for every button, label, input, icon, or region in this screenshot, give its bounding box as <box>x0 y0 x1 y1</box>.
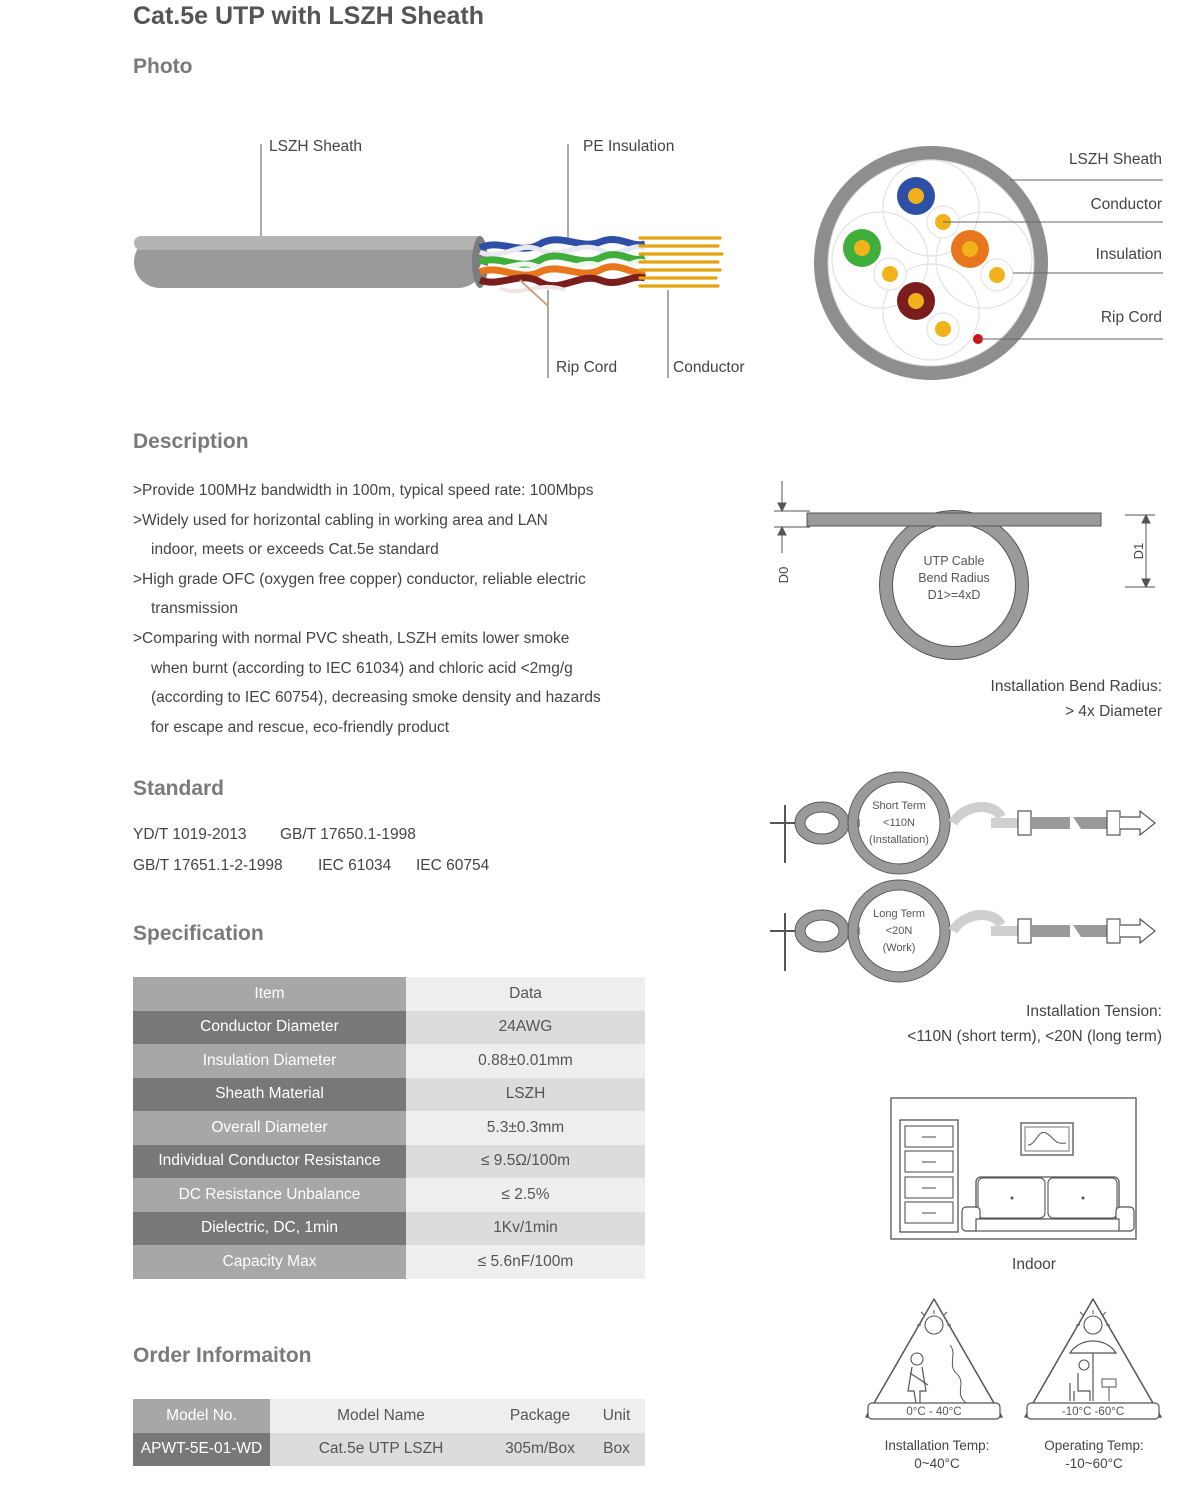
operate-temp-caption <box>1019 1437 1169 1473</box>
model-no: APWT-5E-01-WD <box>133 1433 270 1467</box>
page-title: Cat.5e UTP with LSZH Sheath <box>133 2 484 30</box>
description-item: >Comparing with normal PVC sheath, LSZH emits lower smoke <box>133 629 570 647</box>
bend-radius-diagram <box>760 475 1170 675</box>
description-item-cont: indoor, meets or exceeds Cat.5e standard <box>151 541 439 559</box>
bend-caption-title: Installation Bend Radius: <box>990 678 1162 695</box>
xsec-label-rip-cord: Rip Cord <box>1100 309 1162 326</box>
bend-inner-line: UTP Cable <box>923 554 985 568</box>
standard-item: GB/T 17651.1-2-1998 <box>133 857 283 874</box>
d0-label: D0 <box>776 566 791 584</box>
description-item-cont: for escape and rescue, eco-friendly product <box>151 718 450 736</box>
standard-item: IEC 61034 <box>318 857 392 874</box>
spec-value: ≤ 9.5Ω/100m <box>406 1145 645 1179</box>
spec-value: ≤ 5.6nF/100m <box>406 1245 645 1279</box>
spec-item: Conductor Diameter <box>133 1011 406 1045</box>
xsec-label-sheath: LSZH Sheath <box>1068 151 1162 168</box>
table-row <box>133 1078 645 1112</box>
order-table <box>133 1399 645 1466</box>
standard-item: IEC 60754 <box>416 857 490 874</box>
operate-temp-caption-title: Operating Temp: <box>1044 1438 1144 1453</box>
spec-value: 0.88±0.01mm <box>406 1044 645 1078</box>
order-heading: Order Informaiton <box>133 1344 312 1367</box>
bend-caption-value: > 4x Diameter <box>1065 703 1162 720</box>
long-term-line: Long Term <box>873 908 925 920</box>
description-heading: Description <box>133 430 249 453</box>
cable-label-conductor: Conductor <box>673 359 745 376</box>
cable-label-insulation: PE Insulation <box>583 138 675 155</box>
install-temp-caption <box>862 1437 1012 1473</box>
tension-caption-value: <110N (short term), <20N (long term) <box>907 1028 1162 1045</box>
table-row <box>133 1433 645 1467</box>
spec-value: 1Kv/1min <box>406 1212 645 1246</box>
d1-label: D1 <box>1131 542 1146 560</box>
installation-temp-icon <box>866 1299 1002 1419</box>
short-term-line: Short Term <box>872 800 926 812</box>
description-item-cont: transmission <box>151 600 238 618</box>
xsec-label-conductor: Conductor <box>1090 196 1162 213</box>
table-row <box>133 1145 645 1179</box>
cable-side-illustration <box>120 130 780 390</box>
table-header-row <box>133 977 645 1011</box>
specification-heading: Specification <box>133 922 264 945</box>
operate-temp-caption-value: -10~60°C <box>1065 1456 1123 1471</box>
install-temp-caption-title: Installation Temp: <box>884 1438 990 1453</box>
bend-inner-line: Bend Radius <box>918 571 990 585</box>
photo-heading: Photo <box>133 55 193 78</box>
tension-diagram <box>765 765 1165 990</box>
spec-item: Dielectric, DC, 1min <box>133 1212 406 1246</box>
header-model-no: Model No. <box>133 1399 270 1433</box>
standard-item: GB/T 17650.1-1998 <box>280 826 416 843</box>
description-item: >Widely used for horizontal cabling in working area and LAN <box>133 511 548 529</box>
install-temp-caption-value: 0~40°C <box>914 1456 960 1471</box>
indoor-room-icon <box>888 1095 1140 1245</box>
header-package: Package <box>492 1399 588 1433</box>
long-term-line: <20N <box>885 925 913 937</box>
cable-label-rip-cord: Rip Cord <box>556 359 618 376</box>
table-row <box>133 1212 645 1246</box>
table-row <box>133 1044 645 1078</box>
table-row <box>133 1111 645 1145</box>
unit: Box <box>588 1433 645 1467</box>
standard-item: YD/T 1019-2013 <box>133 826 247 843</box>
description-item-cont: when burnt (according to IEC 61034) and chloric acid <2mg/g <box>151 659 573 677</box>
description-list <box>133 476 645 742</box>
spec-value: 5.3±0.3mm <box>406 1111 645 1145</box>
short-term-line: (Installation) <box>869 834 929 846</box>
header-model-name: Model Name <box>270 1399 492 1433</box>
header-item: Item <box>133 977 406 1011</box>
spec-item: Overall Diameter <box>133 1111 406 1145</box>
model-name: Cat.5e UTP LSZH <box>270 1433 492 1467</box>
spec-item: Individual Conductor Resistance <box>133 1145 406 1179</box>
indoor-caption: Indoor <box>1012 1256 1056 1273</box>
xsec-label-insulation: Insulation <box>1095 246 1162 263</box>
header-data: Data <box>406 977 645 1011</box>
specification-table <box>133 977 645 1279</box>
short-term-line: <110N <box>883 817 915 829</box>
table-row <box>133 1245 645 1279</box>
table-row <box>133 1011 645 1045</box>
bend-inner-line: D1>=4xD <box>927 588 981 602</box>
spec-value: ≤ 2.5% <box>406 1178 645 1212</box>
spec-item: DC Resistance Unbalance <box>133 1178 406 1212</box>
cable-label-sheath: LSZH Sheath <box>269 138 363 155</box>
description-item: >High grade OFC (oxygen free copper) conductor, reliable electric <box>133 570 586 588</box>
spec-item: Capacity Max <box>133 1245 406 1279</box>
operate-temp-badge: -10°C -60°C <box>1061 1406 1125 1418</box>
header-unit: Unit <box>588 1399 645 1433</box>
long-term-line: (Work) <box>882 942 916 954</box>
package: 305m/Box <box>492 1433 588 1467</box>
standard-heading: Standard <box>133 777 225 800</box>
spec-item: Insulation Diameter <box>133 1044 406 1078</box>
spec-value: LSZH <box>406 1078 645 1112</box>
table-header-row <box>133 1399 645 1433</box>
description-item-cont: (according to IEC 60754), decreasing smoke density and hazards <box>151 689 601 707</box>
tension-caption-title: Installation Tension: <box>1026 1003 1162 1020</box>
install-temp-badge: 0°C - 40°C <box>906 1406 962 1418</box>
operating-temp-icon <box>1025 1299 1161 1419</box>
table-row <box>133 1178 645 1212</box>
description-item: >Provide 100MHz bandwidth in 100m, typical speed rate: 100Mbps <box>133 482 594 499</box>
spec-item: Sheath Material <box>133 1078 406 1112</box>
spec-value: 24AWG <box>406 1011 645 1045</box>
temperature-icons <box>862 1295 1167 1425</box>
